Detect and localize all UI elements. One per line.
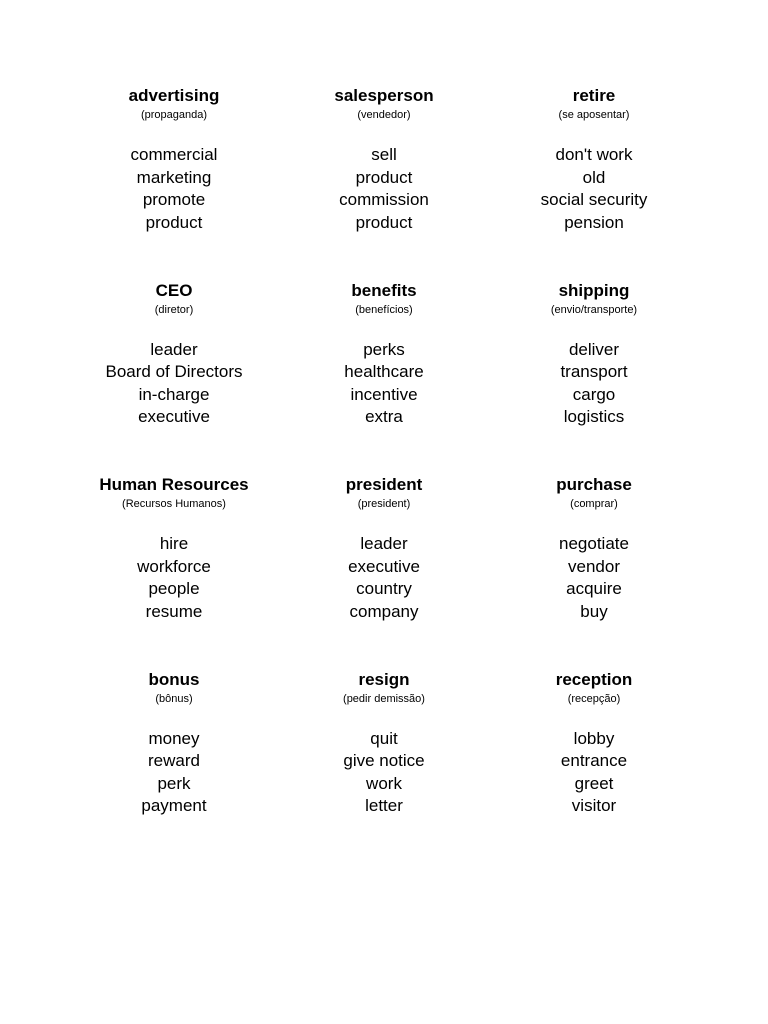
vocab-card — [489, 281, 699, 476]
related-word: promote — [142, 190, 206, 210]
related-word: money — [148, 728, 200, 748]
related-words-list — [69, 728, 279, 818]
vocab-word: benefits — [351, 280, 417, 300]
related-word: hire — [159, 534, 189, 553]
related-word: executive — [348, 556, 420, 576]
related-word: deliver — [568, 339, 620, 359]
vocab-card — [279, 86, 489, 281]
related-word: incentive — [350, 384, 418, 404]
vocab-translation: (benefícios) — [355, 303, 413, 316]
related-words-list — [489, 533, 699, 623]
vocab-card — [69, 475, 279, 670]
related-word: leader — [360, 534, 408, 553]
vocab-translation: (comprar) — [570, 498, 618, 510]
related-word: extra — [365, 407, 403, 427]
vocabulary-grid — [0, 86, 768, 864]
vocab-word: purchase — [556, 475, 632, 494]
vocab-word: advertising — [128, 86, 220, 105]
related-word: product — [355, 212, 413, 232]
vocab-card — [279, 475, 489, 670]
related-word: leader — [150, 339, 198, 359]
related-word: work — [366, 773, 402, 793]
related-words-list — [69, 533, 279, 623]
vocab-word: shipping — [558, 280, 630, 300]
vocab-card — [489, 475, 699, 670]
related-word: healthcare — [344, 362, 424, 382]
related-word: lobby — [573, 728, 615, 748]
related-word: logistics — [563, 407, 625, 427]
vocab-translation: (pedir demissão) — [343, 692, 425, 705]
vocab-word: retire — [572, 86, 616, 105]
vocab-translation: (Recursos Humanos) — [122, 498, 226, 510]
related-words-list — [489, 339, 699, 429]
related-word: acquire — [566, 579, 622, 599]
related-words-list — [69, 339, 279, 429]
vocab-translation: (bônus) — [155, 692, 193, 705]
related-word: letter — [365, 796, 403, 816]
related-word: resume — [145, 601, 203, 621]
related-words-list — [489, 728, 699, 818]
related-word: give notice — [343, 751, 425, 771]
related-word: don't work — [555, 145, 633, 164]
vocab-translation: (president) — [357, 498, 411, 510]
related-word: perks — [363, 339, 405, 359]
related-words-list — [69, 144, 279, 234]
related-words-list — [489, 144, 699, 234]
related-word: entrance — [560, 751, 628, 771]
related-word: workforce — [137, 556, 211, 576]
vocab-word: reception — [555, 669, 633, 689]
related-word: in-charge — [138, 384, 210, 404]
related-word: country — [356, 579, 412, 599]
vocab-card — [69, 670, 279, 865]
related-word: cargo — [572, 384, 616, 404]
related-word: social security — [540, 190, 648, 210]
related-word: people — [148, 579, 200, 599]
related-word: payment — [141, 796, 207, 816]
related-word: visitor — [571, 796, 617, 816]
vocab-translation: (diretor) — [154, 303, 194, 316]
vocab-translation: (envio/transporte) — [550, 303, 638, 316]
related-word: greet — [574, 773, 614, 793]
vocab-word: president — [345, 475, 423, 494]
related-word: negotiate — [559, 534, 629, 553]
related-words-list — [279, 144, 489, 234]
vocab-word: Human Resources — [99, 475, 249, 494]
related-word: pension — [564, 212, 624, 232]
vocab-word: salesperson — [334, 86, 434, 105]
related-word: Board of Directors — [105, 362, 243, 382]
vocab-word: bonus — [148, 669, 200, 689]
vocab-card — [279, 670, 489, 865]
related-word: old — [582, 167, 606, 187]
vocab-card — [69, 86, 279, 281]
related-word: vendor — [568, 556, 620, 576]
related-word: reward — [148, 751, 200, 771]
vocab-translation: (recepção) — [567, 692, 621, 705]
vocab-translation: (vendedor) — [357, 109, 411, 121]
related-words-list — [279, 339, 489, 429]
vocab-translation: (propaganda) — [140, 109, 208, 121]
related-word: quit — [370, 728, 398, 748]
related-word: executive — [138, 407, 210, 427]
related-word: product — [355, 167, 413, 187]
related-words-list — [279, 728, 489, 818]
related-words-list — [279, 533, 489, 623]
vocab-word: resign — [358, 669, 410, 689]
related-word: transport — [560, 362, 628, 382]
vocab-card — [279, 281, 489, 476]
vocab-card — [489, 670, 699, 865]
vocab-card — [69, 281, 279, 476]
related-word: product — [145, 212, 203, 232]
vocab-card — [489, 86, 699, 281]
related-word: company — [349, 601, 419, 621]
related-word: commercial — [130, 145, 218, 164]
related-word: commission — [339, 190, 429, 210]
vocab-translation: (se aposentar) — [558, 109, 630, 121]
related-word: sell — [371, 145, 397, 164]
related-word: marketing — [136, 167, 212, 187]
related-word: perk — [157, 773, 191, 793]
vocab-word: CEO — [155, 280, 193, 300]
related-word: buy — [580, 601, 608, 621]
